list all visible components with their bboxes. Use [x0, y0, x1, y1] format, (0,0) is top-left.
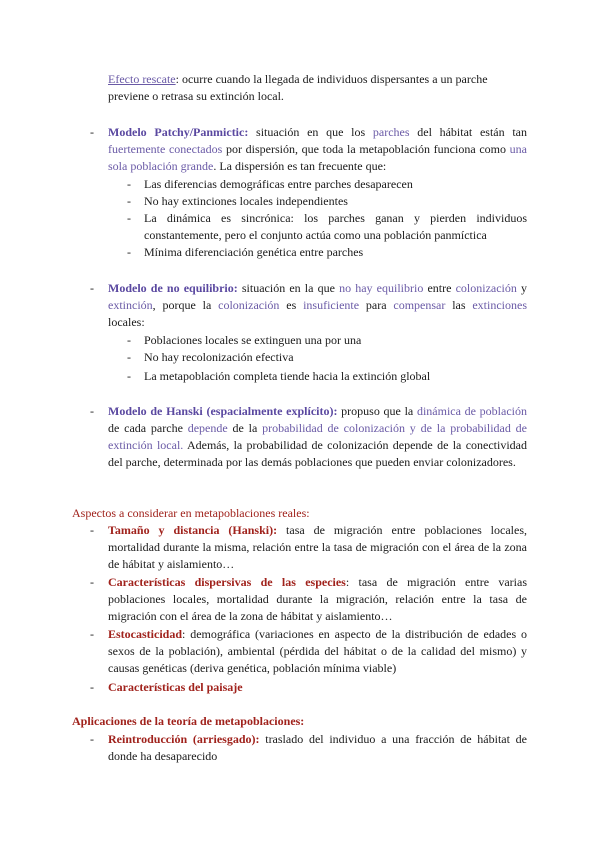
- sub-bullet-dash: -: [127, 350, 131, 364]
- list-item: La metapoblación completa tiende hacia la extinción global: [144, 369, 431, 383]
- aspecto-item: Estocasticidad: demográfica (variaciones en aspecto de la distribución de edades o sexos de la población), ambiental (pérdida del hábitat o de la calidad del mismo) y causas genéticas (deriva genética, población mínima viable): [108, 627, 527, 675]
- no-equilibrio-paragraph: Modelo de no equilibrio: situación en la que no hay equilibrio entre colonización y extinción, porque la colonización es insuficiente para compensar las extinciones locales:: [108, 281, 528, 329]
- sub-bullet-dash: -: [127, 177, 131, 191]
- bullet-dash: -: [90, 732, 94, 746]
- patchy-paragraph: Modelo Patchy/Panmictic: situación en que los parches del hábitat están tan fuertemente conectados por dispersión, que toda la metapoblación funciona como una sola población grande. La dispersión es tan frecuente que:: [108, 125, 527, 173]
- efecto-rescate-paragraph: Efecto rescate: ocurre cuando la llegada de individuos dispersantes a un parche previene o retrasa su extinción local.: [108, 72, 488, 103]
- hanski-paragraph: Modelo de Hanski (espacialmente explícito): propuso que la dinámica de población de cada parche depende de la probabilidad de colonización y de la probabilidad de extinción local. Además, la probabilidad de colonización depende de la conectividad del parche, determinada por las demás poblaciones que pueden enviar colonizadores.: [108, 404, 527, 469]
- bullet-dash: -: [90, 281, 94, 295]
- no-equilibrio-title: Modelo de no equilibrio:: [108, 281, 238, 295]
- list-item: La dinámica es sincrónica: los parches ganan y pierden individuos constantemente, pero el conjunto actúa como una población panmíctica: [144, 211, 527, 242]
- list-item: No hay extinciones locales independientes: [144, 194, 348, 208]
- sub-bullet-dash: -: [127, 245, 131, 259]
- bullet-dash: -: [90, 523, 94, 537]
- bullet-dash: -: [90, 627, 94, 641]
- efecto-rescate-term: Efecto rescate: [108, 72, 176, 86]
- sub-bullet-dash: -: [127, 211, 131, 225]
- bullet-dash: -: [90, 125, 94, 139]
- hanski-title: Modelo de Hanski (espacialmente explícito):: [108, 404, 338, 418]
- aspecto-item: Tamaño y distancia (Hanski): tasa de migración entre poblaciones locales, mortalidad durante la misma, relación entre la tasa de migración con el área de la zona de hábitat y aislamiento…: [108, 523, 527, 571]
- list-item: Mínima diferenciación genética entre parches: [144, 245, 364, 259]
- aplicaciones-heading: Aplicaciones de la teoría de metapoblaciones:: [72, 714, 305, 728]
- sub-bullet-dash: -: [127, 194, 131, 208]
- sub-bullet-dash: -: [127, 369, 131, 383]
- aspecto-item: Características del paisaje: [108, 680, 243, 694]
- bullet-dash: -: [90, 404, 94, 418]
- sub-bullet-dash: -: [127, 333, 131, 347]
- patchy-title: Modelo Patchy/Panmictic:: [108, 125, 249, 139]
- list-item: Poblaciones locales se extinguen una por una: [144, 333, 362, 347]
- aspectos-heading: Aspectos a considerar en metapoblaciones reales:: [72, 506, 310, 520]
- list-item: No hay recolonización efectiva: [144, 350, 294, 364]
- aspecto-item: Características dispersivas de las especies: tasa de migración entre varias poblaciones locales, mortalidad durante la migración, relación entre la tasa de migración con el área de la zona de hábitat y aislamiento…: [108, 575, 527, 623]
- bullet-dash: -: [90, 680, 94, 694]
- aplicacion-item: Reintroducción (arriesgado): traslado del individuo a una fracción de hábitat de donde ha desaparecido: [108, 732, 527, 763]
- bullet-dash: -: [90, 575, 94, 589]
- list-item: Las diferencias demográficas entre parches desaparecen: [144, 177, 413, 191]
